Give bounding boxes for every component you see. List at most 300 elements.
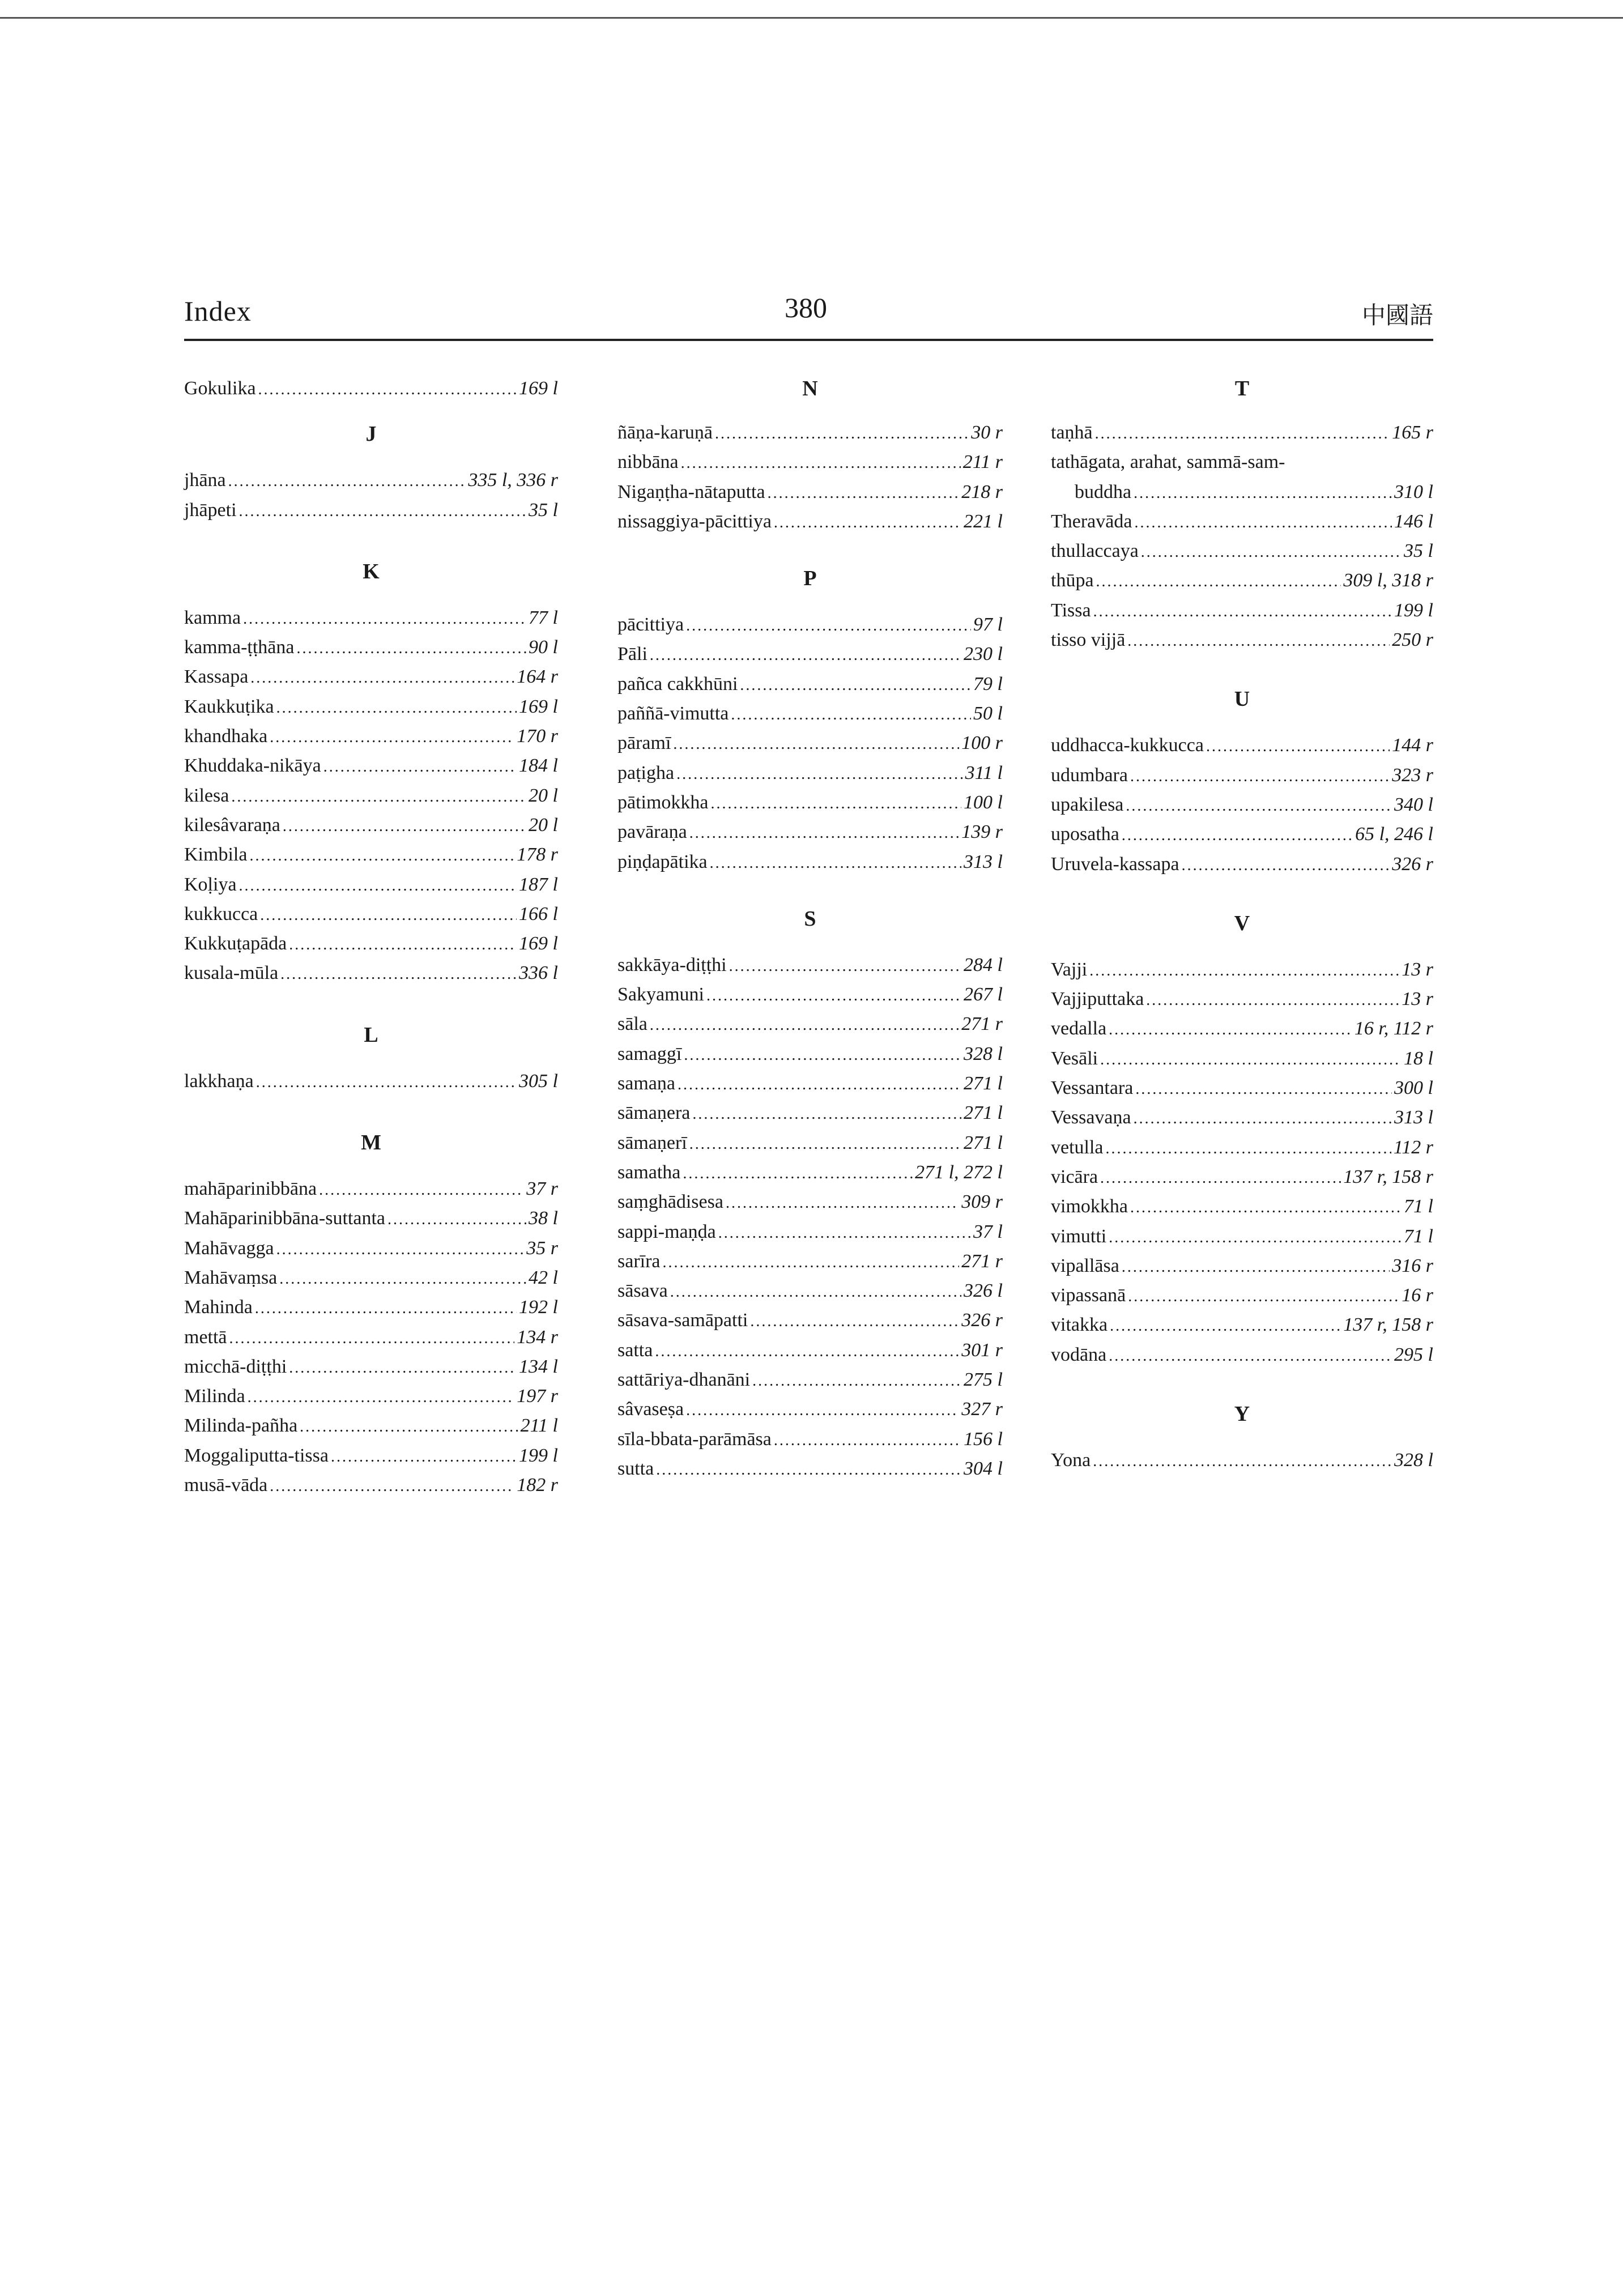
- entry-page-ref: 13 r: [1402, 989, 1433, 1010]
- leader-dots: [1127, 625, 1390, 656]
- index-entry: [1051, 566, 1433, 595]
- entry-page-ref: 313 l: [1394, 1107, 1433, 1128]
- leader-dots: [726, 1187, 959, 1218]
- entry-page-ref: 182 r: [517, 1475, 558, 1496]
- leader-dots: [1206, 731, 1390, 761]
- entry-term: sâvaseṣa: [617, 1399, 684, 1420]
- entry-page-ref: 184 l: [519, 755, 558, 777]
- entry-page-ref: 156 l: [964, 1428, 1003, 1450]
- leader-dots: [750, 1306, 959, 1336]
- entry-term: pātimokkha: [617, 791, 709, 813]
- index-entry: [617, 1336, 1003, 1365]
- entry-term: Mahāvaṃsa: [184, 1267, 278, 1288]
- index-entry: [617, 1158, 1003, 1187]
- index-entry: [184, 1352, 558, 1382]
- entry-page-ref: 146 l: [1394, 510, 1433, 532]
- index-entry: [184, 1441, 558, 1471]
- section-letter-heading: P: [803, 566, 817, 591]
- index-section: [184, 1128, 558, 1500]
- leader-dots: [656, 1454, 961, 1485]
- entry-page-ref: 16 r: [1402, 1285, 1433, 1306]
- index-entry: [617, 1187, 1003, 1217]
- index-entry: [617, 1365, 1003, 1395]
- leader-dots: [1122, 1251, 1390, 1282]
- index-entry: [184, 466, 558, 495]
- entry-term: sappi-maṇḍa: [617, 1221, 716, 1242]
- leader-dots: [1135, 1074, 1392, 1104]
- index-section: [617, 904, 1003, 1484]
- entry-page-ref: 328 l: [1394, 1450, 1433, 1471]
- index-entry: [184, 633, 558, 662]
- entry-page-ref: 323 r: [1392, 764, 1433, 786]
- index-entry: [617, 670, 1003, 699]
- leader-dots: [323, 751, 517, 782]
- top-border-line: [0, 17, 1623, 19]
- entry-page-ref: 139 r: [961, 821, 1003, 843]
- index-entry: [184, 959, 558, 988]
- entry-term: Yona: [1051, 1450, 1091, 1471]
- entry-term: upakilesa: [1051, 794, 1124, 815]
- entry-page-ref: 221 l: [964, 510, 1003, 532]
- leader-dots: [1110, 1310, 1341, 1341]
- section-letter-heading: U: [1234, 687, 1250, 712]
- leader-dots: [300, 1411, 518, 1442]
- leader-dots: [1141, 536, 1402, 567]
- entry-term: buddha: [1075, 481, 1132, 502]
- entry-term: vitakka: [1051, 1314, 1108, 1336]
- leader-dots: [239, 870, 517, 901]
- entry-page-ref: 271 l: [964, 1073, 1003, 1094]
- leader-dots: [248, 1382, 515, 1412]
- leader-dots: [1089, 955, 1399, 986]
- index-entry: [1051, 418, 1433, 448]
- index-entry: [617, 1395, 1003, 1424]
- entry-term: Moggaliputta-tissa: [184, 1445, 329, 1466]
- index-entry: [1051, 985, 1433, 1014]
- index-entry: [184, 662, 558, 692]
- leader-dots: [710, 847, 961, 878]
- leader-dots: [296, 633, 526, 663]
- index-entry: [617, 1276, 1003, 1306]
- entry-page-ref: 267 l: [964, 984, 1003, 1006]
- entry-page-ref: 211 l: [520, 1415, 558, 1437]
- leader-dots: [276, 692, 517, 723]
- entry-term: samatha: [617, 1161, 681, 1183]
- entry-term: vimokkha: [1051, 1196, 1128, 1217]
- index-entry: [1051, 1103, 1433, 1132]
- entry-page-ref: 197 r: [517, 1386, 558, 1407]
- index-entry: [184, 781, 558, 811]
- leader-dots: [1126, 790, 1392, 821]
- entry-term: Vessavaṇa: [1051, 1107, 1131, 1128]
- index-entry: [1051, 1251, 1433, 1281]
- entry-page-ref: 90 l: [529, 637, 558, 658]
- index-section: [1051, 909, 1433, 1370]
- leader-dots: [670, 1276, 961, 1307]
- entry-term: Vajji: [1051, 959, 1088, 980]
- index-section: [617, 374, 1003, 536]
- leader-dots: [1093, 1446, 1392, 1476]
- index-entry: [617, 610, 1003, 640]
- index-entry: [1051, 1340, 1433, 1370]
- leader-dots: [1109, 1222, 1402, 1253]
- leader-dots: [249, 840, 514, 871]
- entry-page-ref: 169 l: [519, 378, 558, 399]
- section-letter-heading: V: [1234, 911, 1250, 935]
- entry-page-ref: 42 l: [529, 1267, 558, 1288]
- entry-term: sattāriya-dhanāni: [617, 1369, 751, 1391]
- index-entry: [617, 980, 1003, 1009]
- entry-term: Milinda: [184, 1386, 245, 1407]
- index-entry: [1051, 955, 1433, 985]
- section-letter-heading: L: [364, 1023, 378, 1047]
- entry-page-ref: 310 l: [1394, 481, 1433, 502]
- entry-page-ref: 271 l: [964, 1102, 1003, 1124]
- index-section: [1051, 684, 1433, 879]
- leader-dots: [663, 1247, 960, 1277]
- entry-page-ref: 79 l: [973, 673, 1003, 695]
- entry-term: Kimbila: [184, 844, 248, 866]
- index-column-3: [1051, 374, 1433, 1475]
- index-entry: [1051, 820, 1433, 849]
- leader-dots: [1093, 596, 1392, 627]
- entry-page-ref: 311 l: [965, 762, 1003, 783]
- entry-page-ref: 187 l: [519, 874, 558, 895]
- section-letter-heading: S: [804, 906, 816, 931]
- leader-dots: [331, 1441, 517, 1472]
- index-entry: [184, 1204, 558, 1233]
- index-entry: [1051, 507, 1433, 536]
- leader-dots: [650, 640, 961, 670]
- entry-term: Mahāvagga: [184, 1237, 274, 1259]
- index-entry: [1051, 596, 1433, 625]
- entry-term: taṇhā: [1051, 422, 1093, 443]
- entry-term: satta: [617, 1339, 653, 1361]
- index-entry: [617, 1247, 1003, 1276]
- index-entry: [617, 817, 1003, 847]
- entry-term: tisso vijjā: [1051, 629, 1126, 651]
- index-entry: [184, 1411, 558, 1441]
- entry-page-ref: 71 l: [1404, 1225, 1433, 1247]
- index-entry: [1051, 536, 1433, 566]
- entry-term: kilesâvaraṇa: [184, 814, 280, 836]
- index-column-1: [184, 374, 558, 1500]
- index-entry: [184, 1323, 558, 1352]
- leader-dots: [655, 1336, 959, 1366]
- entry-page-ref: 218 r: [961, 481, 1003, 502]
- leader-dots: [683, 1158, 913, 1189]
- entry-term: pāramī: [617, 732, 671, 754]
- leader-dots: [1100, 1162, 1341, 1193]
- leader-dots: [740, 670, 971, 700]
- entry-page-ref: 35 l: [1404, 540, 1433, 562]
- entry-term: tathāgata, arahat, sammā-sam-: [1051, 451, 1285, 473]
- leader-dots: [1134, 507, 1392, 538]
- entry-term: pañca cakkhūni: [617, 673, 738, 695]
- index-entry: [617, 418, 1003, 448]
- leader-dots: [1128, 1281, 1399, 1311]
- leader-dots: [681, 448, 961, 478]
- leader-dots: [283, 811, 526, 841]
- entry-term: jhāpeti: [184, 499, 237, 521]
- entry-term: thullaccaya: [1051, 540, 1139, 562]
- section-letter-heading: J: [365, 422, 377, 446]
- entry-term: Gokulika: [184, 378, 256, 399]
- entry-term: sutta: [617, 1458, 654, 1479]
- leader-dots: [692, 1098, 961, 1129]
- entry-page-ref: 20 l: [529, 814, 558, 836]
- leader-dots: [1182, 850, 1390, 880]
- entry-term: pācittiya: [617, 614, 684, 636]
- entry-page-ref: 327 r: [961, 1399, 1003, 1420]
- index-title: Index: [184, 295, 252, 327]
- index-entry: [184, 722, 558, 751]
- entry-page-ref: 336 l: [519, 962, 558, 984]
- entry-page-ref: 38 l: [529, 1208, 558, 1229]
- entry-term: kusala-mūla: [184, 962, 279, 984]
- index-entry: [617, 640, 1003, 669]
- leader-dots: [270, 1471, 514, 1501]
- leader-dots: [228, 466, 466, 496]
- entry-page-ref: 18 l: [1404, 1047, 1433, 1069]
- entry-term: sāmaṇerī: [617, 1132, 687, 1153]
- entry-page-ref: 271 r: [961, 1013, 1003, 1035]
- index-entry: [184, 900, 558, 929]
- entry-page-ref: 65 l, 246 l: [1355, 824, 1433, 845]
- entry-term: Vessantara: [1051, 1077, 1134, 1099]
- index-entry: [1051, 625, 1433, 655]
- entry-term: Sakyamuni: [617, 984, 704, 1006]
- entry-term: mettā: [184, 1326, 227, 1348]
- index-entry: [617, 1425, 1003, 1454]
- entry-term: Milinda-pañha: [184, 1415, 298, 1437]
- entry-term: samaṇa: [617, 1073, 675, 1094]
- entry-term: Kaukkuṭika: [184, 696, 274, 717]
- entry-term: Tissa: [1051, 599, 1091, 621]
- entry-page-ref: 301 r: [961, 1339, 1003, 1361]
- index-entry: [184, 1067, 558, 1096]
- entry-term: sāmaṇera: [617, 1102, 691, 1124]
- entry-term: nissaggiya-pācittiya: [617, 510, 772, 532]
- entry-page-ref: 199 l: [1394, 599, 1433, 621]
- leader-dots: [1096, 566, 1341, 597]
- index-entry: [1051, 731, 1433, 760]
- entry-term: nibbāna: [617, 451, 679, 473]
- leader-dots: [1095, 418, 1390, 449]
- entry-term: lakkhaṇa: [184, 1070, 254, 1092]
- leader-dots: [711, 788, 962, 819]
- index-entry: [1051, 761, 1433, 790]
- entry-page-ref: 166 l: [519, 903, 558, 925]
- leader-dots: [689, 1128, 961, 1159]
- index-entry: [617, 759, 1003, 788]
- leader-dots: [774, 507, 961, 538]
- index-entry: [1051, 448, 1433, 477]
- leader-dots: [258, 374, 517, 404]
- leader-dots: [768, 478, 960, 508]
- entry-term: kamma: [184, 607, 241, 628]
- entry-page-ref: 77 l: [529, 607, 558, 628]
- leader-dots: [229, 1323, 515, 1353]
- entry-page-ref: 164 r: [517, 666, 558, 688]
- entry-page-ref: 304 l: [964, 1458, 1003, 1479]
- entry-term: micchā-diṭṭhi: [184, 1356, 287, 1377]
- entry-term: sāla: [617, 1013, 648, 1035]
- entry-page-ref: 199 l: [519, 1445, 558, 1466]
- index-entry: [1051, 1310, 1433, 1340]
- leader-dots: [673, 729, 959, 759]
- leader-dots: [718, 1217, 971, 1248]
- entry-term: mahāparinibbāna: [184, 1178, 317, 1200]
- leader-dots: [752, 1365, 961, 1396]
- entry-term: sarīra: [617, 1250, 661, 1272]
- language-label: 中國語: [1361, 303, 1433, 329]
- leader-dots: [706, 980, 961, 1011]
- entry-page-ref: 300 l: [1394, 1077, 1433, 1099]
- section-letter-heading: T: [1234, 377, 1250, 401]
- entry-page-ref: 309 l, 318 r: [1343, 570, 1433, 591]
- entry-page-ref: 137 r, 158 r: [1343, 1166, 1433, 1187]
- entry-term: jhāna: [184, 470, 226, 491]
- leader-dots: [280, 959, 517, 989]
- index-section: [184, 419, 558, 525]
- section-letter-heading: N: [802, 377, 818, 401]
- index-section: [1051, 1399, 1433, 1475]
- index-entry: [617, 788, 1003, 817]
- index-entry: [184, 840, 558, 870]
- entry-term: kamma-ṭṭhāna: [184, 637, 295, 658]
- entry-term: sakkāya-diṭṭhi: [617, 954, 727, 976]
- index-entry: [184, 1174, 558, 1204]
- leader-dots: [678, 1069, 961, 1100]
- entry-term: piṇḍapātika: [617, 851, 708, 872]
- entry-term: Mahinda: [184, 1297, 253, 1318]
- entry-page-ref: 313 l: [964, 851, 1003, 872]
- entry-term: Uruvela-kassapa: [1051, 853, 1179, 875]
- index-column-2: [617, 374, 1003, 1484]
- index-entry: [184, 603, 558, 633]
- entry-term: kilesa: [184, 785, 229, 806]
- entry-term: Vesāli: [1051, 1047, 1098, 1069]
- index-entry: [1051, 478, 1433, 507]
- entry-page-ref: 328 l: [964, 1043, 1003, 1064]
- index-section: [184, 374, 558, 403]
- leader-dots: [715, 418, 969, 449]
- entry-page-ref: 316 r: [1392, 1255, 1433, 1276]
- entry-page-ref: 295 l: [1394, 1344, 1433, 1365]
- entry-page-ref: 137 r, 158 r: [1343, 1314, 1433, 1336]
- entry-page-ref: 326 l: [964, 1280, 1003, 1302]
- entry-page-ref: 50 l: [973, 703, 1003, 725]
- index-entry: [184, 692, 558, 722]
- index-entry: [184, 1263, 558, 1293]
- leader-dots: [279, 1263, 526, 1294]
- index-entry: [617, 478, 1003, 507]
- page-number: 380: [785, 292, 827, 323]
- entry-page-ref: 134 r: [517, 1326, 558, 1348]
- index-entry: [1051, 790, 1433, 820]
- entry-term: samaggī: [617, 1043, 682, 1064]
- entry-page-ref: 335 l, 336 r: [468, 470, 558, 491]
- entry-term: paṭigha: [617, 762, 675, 783]
- leader-dots: [1134, 1103, 1392, 1134]
- entry-term: Vajjiputtaka: [1051, 989, 1144, 1010]
- entry-page-ref: 192 l: [519, 1297, 558, 1318]
- entry-page-ref: 20 l: [529, 785, 558, 806]
- entry-term: uposatha: [1051, 824, 1119, 845]
- entry-page-ref: 97 l: [973, 614, 1003, 636]
- leader-dots: [1106, 1133, 1391, 1164]
- section-letter-heading: M: [361, 1131, 381, 1155]
- index-entry: [1051, 1446, 1433, 1475]
- index-entry: [617, 1306, 1003, 1335]
- entry-page-ref: 305 l: [519, 1070, 558, 1092]
- entry-page-ref: 144 r: [1392, 735, 1433, 756]
- leader-dots: [729, 951, 961, 981]
- entry-term: saṃghādisesa: [617, 1191, 723, 1213]
- entry-term: Kukkuṭapāda: [184, 933, 287, 955]
- section-letter-heading: K: [363, 559, 380, 583]
- index-entry: [1051, 1222, 1433, 1251]
- entry-page-ref: 271 l, 272 l: [915, 1161, 1003, 1183]
- leader-dots: [289, 1352, 517, 1383]
- leader-dots: [1109, 1340, 1392, 1371]
- index-entry: [617, 507, 1003, 536]
- leader-dots: [1100, 1044, 1402, 1075]
- entry-term: pavāraṇa: [617, 821, 687, 843]
- entry-page-ref: 170 r: [517, 726, 558, 747]
- index-entry: [617, 729, 1003, 758]
- index-entry: [617, 1098, 1003, 1128]
- entry-page-ref: 230 l: [964, 644, 1003, 665]
- index-entry: [184, 929, 558, 959]
- entry-page-ref: 35 r: [526, 1237, 558, 1259]
- entry-term: Theravāda: [1051, 510, 1132, 532]
- index-entry: [617, 1040, 1003, 1069]
- leader-dots: [239, 496, 527, 526]
- entry-page-ref: 178 r: [517, 844, 558, 866]
- index-entry: [617, 951, 1003, 980]
- entry-term: udumbara: [1051, 764, 1128, 786]
- index-entry: [617, 448, 1003, 477]
- leader-dots: [270, 722, 514, 752]
- entry-page-ref: 134 l: [519, 1356, 558, 1377]
- leader-dots: [1109, 1014, 1352, 1045]
- entry-term: musā-vāda: [184, 1475, 268, 1496]
- entry-page-ref: 250 r: [1392, 629, 1433, 651]
- index-section: [617, 564, 1003, 877]
- index-entry: [617, 699, 1003, 729]
- entry-term: sāsava: [617, 1280, 668, 1302]
- page-header: [184, 292, 1433, 346]
- entry-term: uddhacca-kukkucca: [1051, 735, 1204, 756]
- header-rule: [184, 339, 1433, 341]
- index-entry: [184, 1234, 558, 1263]
- entry-term: Koḷiya: [184, 874, 237, 895]
- entry-term: sāsava-samāpatti: [617, 1310, 748, 1331]
- index-entry: [184, 1382, 558, 1411]
- entry-term: vedalla: [1051, 1018, 1107, 1040]
- leader-dots: [686, 1395, 959, 1425]
- index-entry: [1051, 1162, 1433, 1192]
- index-entry: [617, 1069, 1003, 1098]
- entry-page-ref: 340 l: [1394, 794, 1433, 815]
- entry-page-ref: 169 l: [519, 696, 558, 717]
- index-section: [184, 557, 558, 989]
- entry-page-ref: 37 l: [973, 1221, 1003, 1242]
- index-section: [1051, 374, 1433, 655]
- entry-page-ref: 211 r: [962, 451, 1003, 473]
